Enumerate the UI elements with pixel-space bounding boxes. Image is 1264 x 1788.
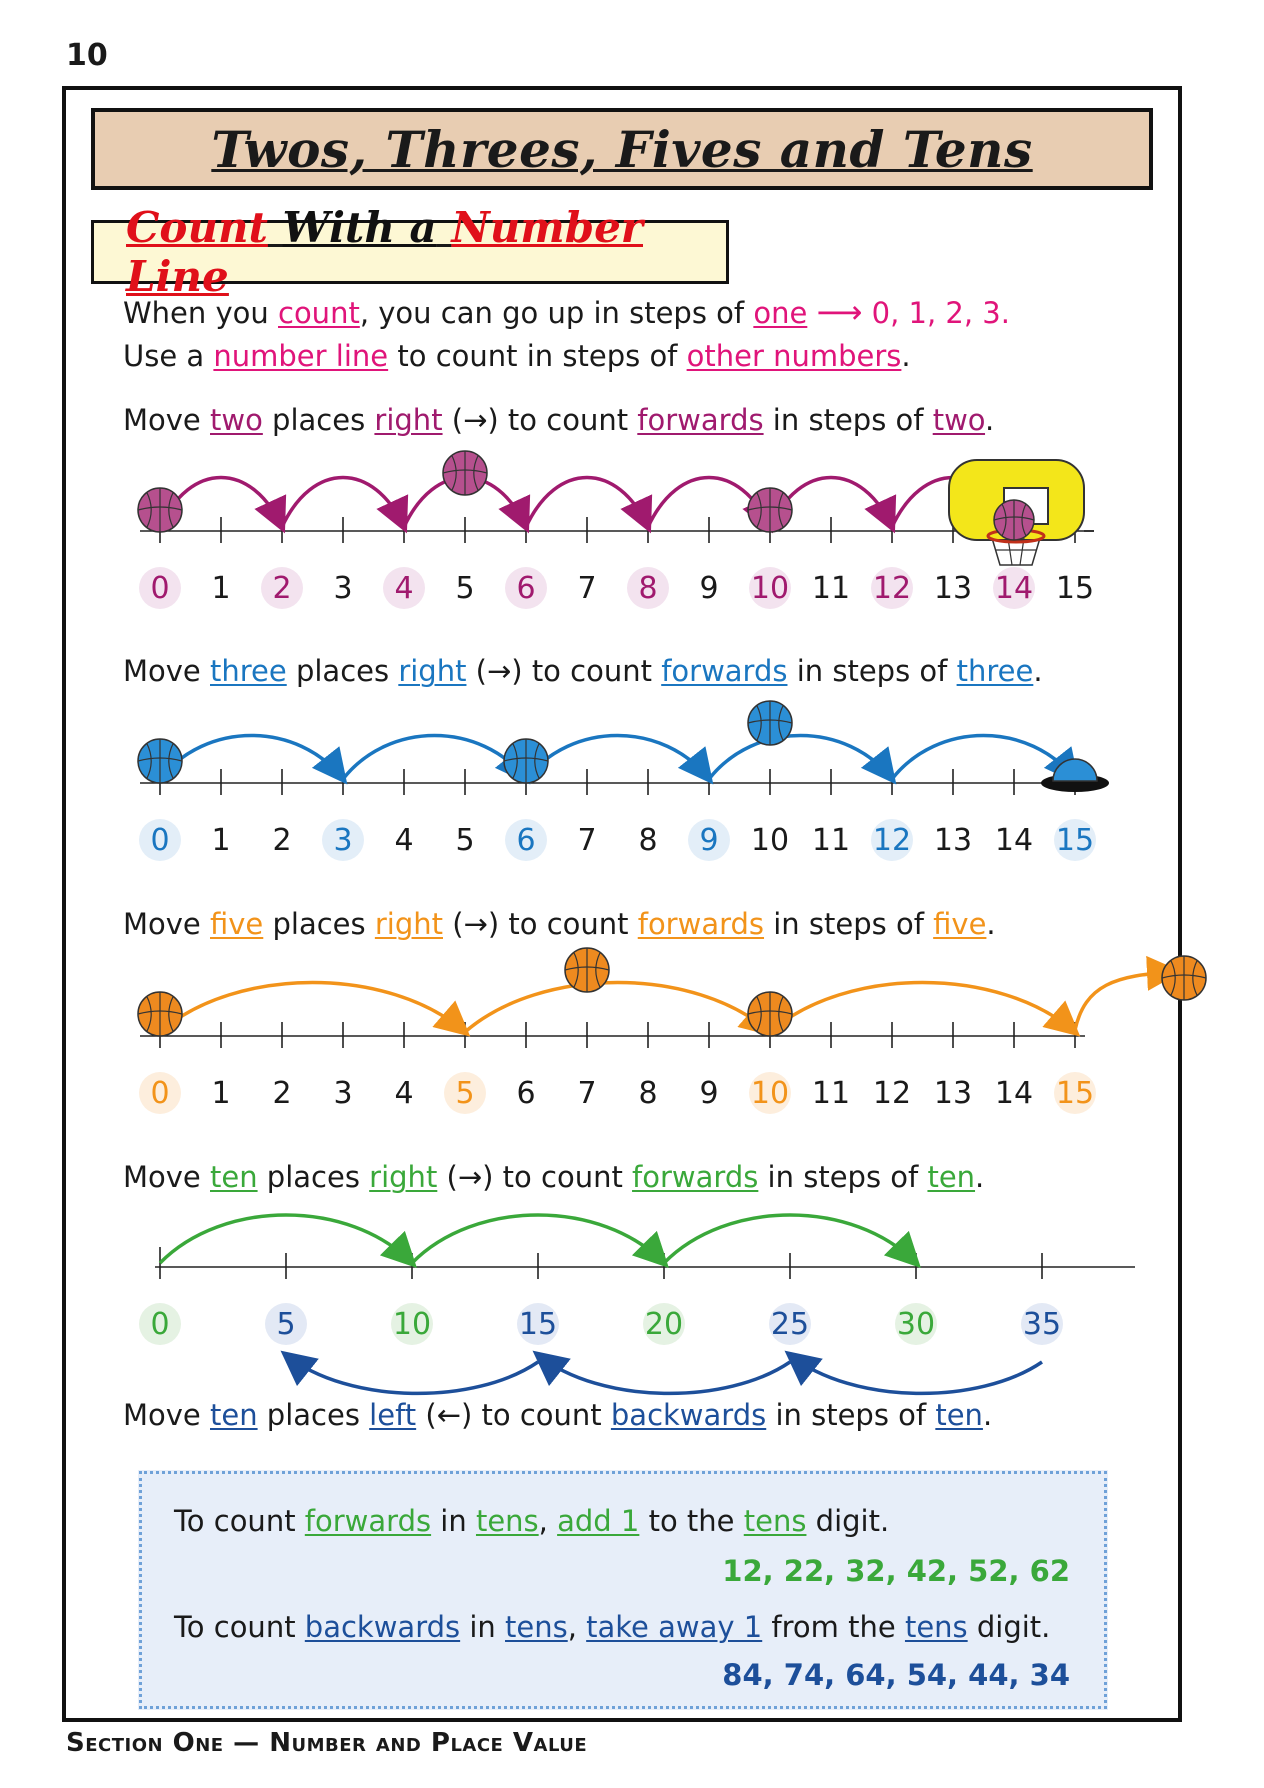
tick-label: 3 [333,571,353,606]
jump-arrow [1075,972,1175,1030]
text: places [257,1398,370,1432]
tick-label: 12 [872,823,912,858]
tick-label: 3 [333,823,353,858]
text: in steps of [766,1398,936,1432]
keyword: tens [475,1504,539,1538]
tick-label: 0 [150,571,170,606]
text: to count in steps of [388,339,687,373]
text: , [538,1504,558,1538]
tick-label: 12 [872,1076,912,1111]
jump-arrow [465,983,770,1033]
text: Move [123,654,210,688]
tick-label: 0 [150,1307,170,1342]
basketball-icon [443,451,487,495]
text: When you [123,296,278,330]
tick-label: 7 [577,1076,597,1111]
keyword: tens [743,1504,807,1538]
tick-label: 2 [272,1076,292,1111]
keyword: right [398,654,467,688]
tick-label: 3 [333,1076,353,1111]
basketball-icon [138,739,182,783]
keyword: five [933,907,987,941]
subtitle-part-3: Number Line [126,203,643,301]
tick-label: 10 [750,823,790,858]
text: places [286,654,399,688]
basketball-icon [504,739,548,783]
sequence-ones: 0, 1, 2, 3. [871,296,1010,330]
keyword: ten [935,1398,983,1432]
text: . [982,1398,993,1432]
text: . [1033,654,1043,688]
keyword: right [374,907,443,941]
tick-label: 15 [518,1307,558,1342]
tip-forwards [174,1504,889,1538]
tick-label: 0 [150,823,170,858]
keyword: right [374,403,443,437]
text: . [985,403,995,437]
tick-label: 10 [750,1076,790,1111]
jump-arrow [343,736,526,780]
text: in steps of [787,654,957,688]
jump-arrow [892,736,1075,780]
number-line-threes [138,701,1109,861]
keyword: ten [210,1160,258,1194]
tick-label: 20 [644,1307,684,1342]
tick-label: 8 [638,571,658,606]
keyword-number-line: number line [213,339,389,373]
text: Move [123,1398,210,1432]
keyword: three [210,654,287,688]
tick-label: 7 [577,823,597,858]
basketball-icon [748,488,792,532]
tick-label: 6 [516,1076,536,1111]
tip-box [138,1470,1108,1710]
keyword: left [369,1398,417,1432]
text: Move [123,1160,210,1194]
tick-label: 0 [150,1076,170,1111]
hole-icon [1041,759,1109,792]
text: places [262,403,375,437]
subtitle-part-1: Count [126,203,268,252]
text: in steps of [763,403,933,437]
subtitle-part-2: With a [282,203,437,252]
tick-label: 14 [994,1076,1034,1111]
tick-label: 35 [1022,1307,1062,1342]
number-line-twos [138,451,1094,609]
basketball-icon [138,488,182,532]
tick-label: 9 [699,1076,719,1111]
text: (→) to count [443,907,638,941]
keyword: add 1 [557,1504,640,1538]
tick-label: 14 [994,571,1034,606]
tick-label: 6 [516,571,536,606]
tick-label: 6 [516,823,536,858]
keyword: take away 1 [586,1610,763,1644]
text: Move [123,907,210,941]
text: to the [639,1504,744,1538]
tick-label: 13 [933,1076,973,1111]
keyword: tens [505,1610,568,1644]
text: To count [174,1610,305,1644]
tick-label: 8 [638,1076,658,1111]
text: (←) to count [416,1398,611,1432]
section-footer: Section One — Number and Place Value [66,1728,588,1758]
keyword: forwards [661,654,788,688]
keyword: three [956,654,1034,688]
text: . [975,1160,985,1194]
text: (→) to count [442,403,638,437]
keyword: two [210,403,263,437]
keyword: backwards [610,1398,767,1432]
tick-label: 12 [872,571,912,606]
keyword-count: count [278,296,360,330]
keyword: five [210,907,264,941]
tick-label: 1 [211,1076,231,1111]
tick-label: 1 [211,571,231,606]
keyword: backwards [304,1610,461,1644]
text: places [263,907,375,941]
backward-jump-arrow [286,1355,538,1393]
tip-backwards-sequence: 84, 74, 64, 54, 44, 34 [722,1658,1070,1692]
tick-label: 14 [994,823,1034,858]
tick-label: 15 [1055,823,1095,858]
keyword-one: one [753,296,808,330]
keyword: ten [210,1398,258,1432]
keyword: right [369,1160,438,1194]
text: To count [174,1504,305,1538]
tick-label: 1 [211,823,231,858]
tip-forwards-sequence: 12, 22, 32, 42, 52, 62 [722,1554,1070,1588]
text: . [901,339,911,373]
tick-label: 25 [770,1307,810,1342]
tick-label: 4 [394,823,414,858]
keyword-other-numbers: other numbers [686,339,902,373]
keyword: tens [904,1610,968,1644]
text: from the [762,1610,905,1644]
text: in steps of [758,1160,928,1194]
keyword: forwards [632,1160,759,1194]
text: , [567,1610,587,1644]
tick-label: 7 [577,571,597,606]
basketball-icon [138,992,182,1036]
backward-jump-arrow [790,1355,1042,1393]
tick-label: 13 [933,823,973,858]
tick-label: 9 [699,571,719,606]
keyword: two [932,403,986,437]
text: Move [123,403,210,437]
backward-jump-arrow [538,1355,790,1393]
tick-label: 5 [276,1307,296,1342]
jump-arrow [526,736,709,780]
text: , you can go up in steps of [359,296,754,330]
arrow-icon: ⟶ [816,293,863,331]
tick-label: 11 [811,1076,851,1111]
tick-label: 13 [933,571,973,606]
jump-arrow [709,736,892,780]
tick-label: 10 [392,1307,432,1342]
text: (→) to count [437,1160,633,1194]
page-title: Twos, Threes, Fives and Tens [211,119,1033,179]
keyword: ten [927,1160,976,1194]
tick-label: 11 [811,571,851,606]
tick-label: 5 [455,823,475,858]
text: Use a [123,339,214,373]
tick-label: 8 [638,823,658,858]
basketball-icon [994,500,1034,540]
tick-label: 15 [1055,1076,1095,1111]
basketball-icon [565,948,609,992]
text: places [257,1160,370,1194]
keyword: forwards [637,907,765,941]
jump-arrow [770,983,1075,1033]
tick-label: 15 [1055,571,1095,606]
tip-backwards [174,1610,1050,1644]
tick-label: 10 [750,571,790,606]
tick-label: 4 [394,1076,414,1111]
text: (→) to count [466,654,662,688]
basketball-icon [748,992,792,1036]
text: digit. [806,1504,890,1538]
jump-arrow [160,983,465,1033]
tick-label: 2 [272,823,292,858]
tick-label: 11 [811,823,851,858]
tick-label: 5 [455,1076,475,1111]
tick-label: 30 [896,1307,936,1342]
number-line-fives [138,948,1206,1114]
keyword: forwards [304,1504,432,1538]
basketball-icon [1162,956,1206,1000]
text: in steps of [764,907,934,941]
jump-arrow [160,736,343,780]
text: . [986,907,996,941]
tick-label: 2 [272,571,292,606]
keyword: forwards [637,403,764,437]
text: in [460,1610,506,1644]
number-line-tens [139,1215,1135,1393]
tick-label: 5 [455,571,475,606]
text: digit. [967,1610,1051,1644]
basketball-icon [748,701,792,745]
page-number: 10 [66,38,108,73]
tick-label: 4 [394,571,414,606]
tick-label: 9 [699,823,719,858]
text: in [431,1504,476,1538]
